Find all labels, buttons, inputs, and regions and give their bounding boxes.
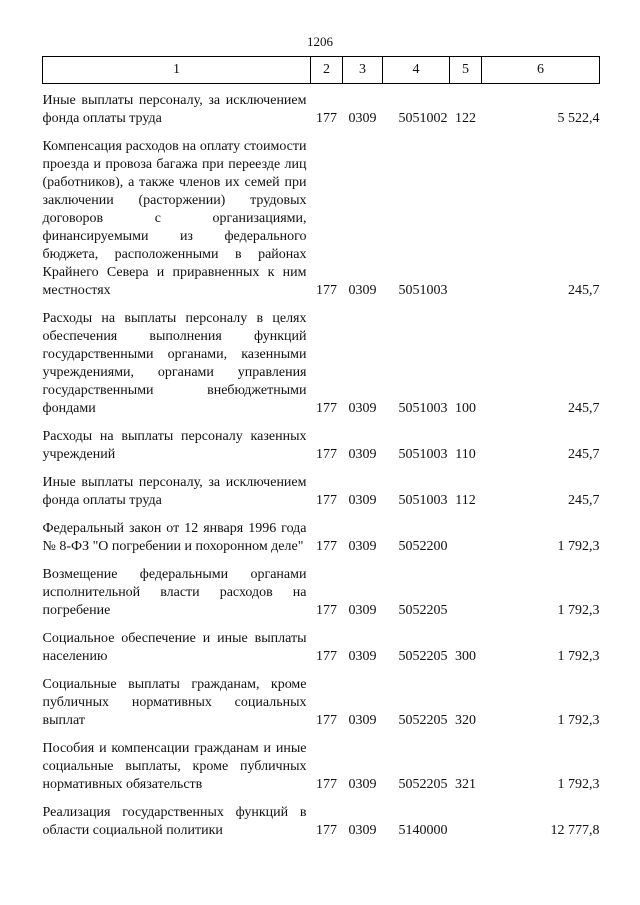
row-target-code-cell: 5051003 (398, 401, 448, 416)
row-expense-type-cell: 100 (455, 401, 476, 416)
page-number: 1206 (307, 34, 333, 49)
row-admin-code-cell: 177 (316, 493, 337, 508)
column-header-5: 5 (450, 57, 482, 84)
row-section-code-cell: 0309 (348, 539, 377, 554)
row-amount-cell: 1 792,3 (557, 649, 600, 664)
row-amount-cell: 245,7 (568, 401, 600, 416)
row-expense-type-cell: 300 (455, 649, 476, 664)
row-admin-code-cell: 177 (316, 713, 337, 728)
row-target-code-cell: 5051003 (398, 283, 448, 298)
row-name-cell: Возмещение федеральными органами исполнительной власти расходов на погребение (42, 567, 307, 618)
row-name-cell: Компенсация расходов на оплату стоимости проезда и провоза багажа при переезде лиц (работников), а также членов их семей при заключении (расторжении) трудовых договоров с организациями, финансируемыми из федерального бюджета, расположенными в районах Крайнего Севера и приравненных к ним местностях (42, 139, 307, 298)
budget-table (42, 56, 600, 840)
row-section-code-cell: 0309 (348, 777, 377, 792)
row-amount-cell: 12 777,8 (550, 823, 600, 838)
row-section-code-cell: 0309 (348, 713, 377, 728)
row-amount-cell: 245,7 (568, 283, 600, 298)
table-row (43, 128, 600, 300)
row-expense-type-cell (450, 794, 482, 840)
row-admin-code-cell: 177 (316, 401, 337, 416)
row-section-code-cell: 0309 (348, 493, 377, 508)
row-name-cell: Иные выплаты персоналу, за исключением фонда оплаты труда (42, 475, 307, 508)
table-row (43, 666, 600, 730)
row-name-cell: Расходы на выплаты персоналу в целях обеспечения выполнения функций государственными органами, казенными учреждениями, органами управления государственными внебюджетными фондами (42, 311, 307, 416)
row-target-code-cell: 5052205 (398, 713, 448, 728)
row-name-cell: Иные выплаты персоналу, за исключением фонда оплаты труда (42, 93, 307, 126)
row-expense-type-cell: 320 (455, 713, 476, 728)
table-row (43, 300, 600, 418)
table-row (43, 84, 600, 129)
row-section-code-cell: 0309 (348, 603, 377, 618)
row-amount-cell: 5 522,4 (557, 111, 600, 126)
table-header-row (43, 57, 600, 84)
row-name-cell: Федеральный закон от 12 января 1996 года № 8-ФЗ "О погребении и похоронном деле" (42, 521, 307, 554)
row-target-code-cell: 5052205 (398, 777, 448, 792)
row-admin-code-cell: 177 (316, 111, 337, 126)
row-name-cell: Реализация государственных функций в области социальной политики (42, 805, 307, 838)
row-section-code-cell: 0309 (348, 447, 377, 462)
table-row (43, 510, 600, 556)
row-expense-type-cell: 122 (455, 111, 476, 126)
row-admin-code-cell: 177 (316, 603, 337, 618)
table-body (43, 84, 600, 841)
row-section-code-cell: 0309 (348, 649, 377, 664)
column-header-1: 1 (43, 57, 311, 84)
table-row (43, 464, 600, 510)
row-amount-cell: 245,7 (568, 447, 600, 462)
row-name-cell: Пособия и компенсации гражданам и иные социальные выплаты, кроме публичных нормативных обязательств (42, 741, 307, 792)
row-amount-cell: 1 792,3 (557, 603, 600, 618)
column-header-4: 4 (383, 57, 450, 84)
row-target-code-cell: 5051003 (398, 493, 448, 508)
row-name-cell: Социальные выплаты гражданам, кроме публичных нормативных социальных выплат (42, 677, 307, 728)
row-expense-type-cell (450, 556, 482, 620)
row-admin-code-cell: 177 (316, 823, 337, 838)
row-section-code-cell: 0309 (348, 283, 377, 298)
row-expense-type-cell (450, 510, 482, 556)
row-target-code-cell: 5051002 (398, 111, 448, 126)
table-row (43, 730, 600, 794)
row-section-code-cell: 0309 (348, 111, 377, 126)
row-expense-type-cell (450, 128, 482, 300)
row-name-cell: Социальное обеспечение и иные выплаты населению (42, 631, 307, 664)
table-row (43, 418, 600, 464)
row-admin-code-cell: 177 (316, 649, 337, 664)
column-header-6: 6 (482, 57, 600, 84)
row-admin-code-cell: 177 (316, 447, 337, 462)
row-target-code-cell: 5052205 (398, 649, 448, 664)
row-expense-type-cell: 112 (455, 493, 476, 508)
row-amount-cell: 245,7 (568, 493, 600, 508)
row-section-code-cell: 0309 (348, 401, 377, 416)
row-admin-code-cell: 177 (316, 777, 337, 792)
row-target-code-cell: 5140000 (398, 823, 448, 838)
column-header-3: 3 (343, 57, 383, 84)
row-amount-cell: 1 792,3 (557, 777, 600, 792)
row-amount-cell: 1 792,3 (557, 713, 600, 728)
row-expense-type-cell: 110 (455, 447, 476, 462)
table-row (43, 556, 600, 620)
row-target-code-cell: 5052205 (398, 603, 448, 618)
row-expense-type-cell: 321 (455, 777, 476, 792)
row-target-code-cell: 5052200 (398, 539, 448, 554)
row-name-cell: Расходы на выплаты персоналу казенных учреждений (42, 429, 307, 462)
table-row (43, 794, 600, 840)
row-amount-cell: 1 792,3 (557, 539, 600, 554)
table-row (43, 620, 600, 666)
column-header-2: 2 (311, 57, 343, 84)
row-admin-code-cell: 177 (316, 283, 337, 298)
row-section-code-cell: 0309 (348, 823, 377, 838)
row-admin-code-cell: 177 (316, 539, 337, 554)
row-target-code-cell: 5051003 (398, 447, 448, 462)
